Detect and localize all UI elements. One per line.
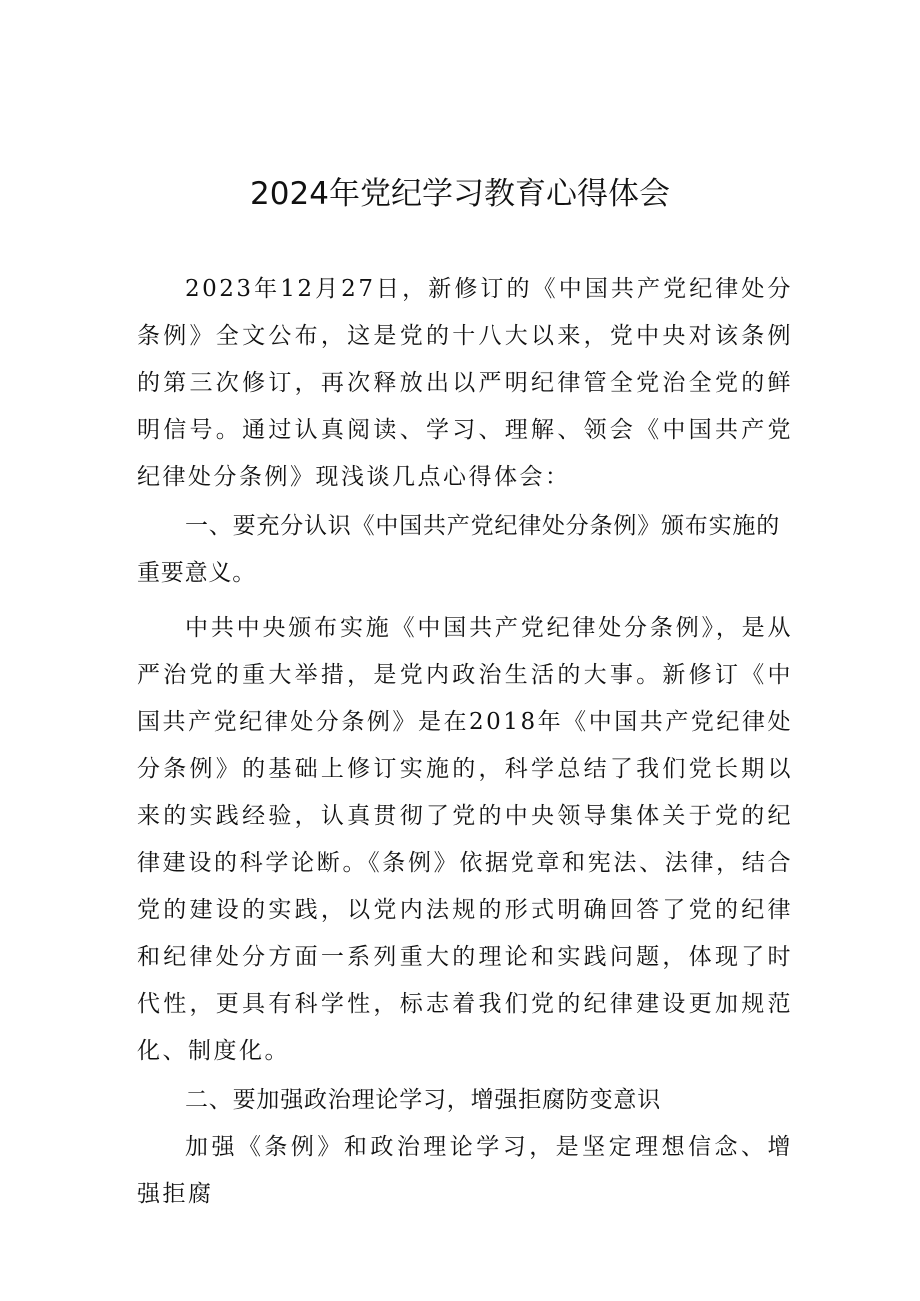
section-1-paragraph: 中共中央颁布实施《中国共产党纪律处分条例》，是从严治党的重大举措，是党内政治生活的大事。新修订《中国共产党纪律处分条例》是在2018年《中国共产党纪律处分条例》的基础上修订实施的，科学总结了我们党长期以来的实践经验，认真贯彻了党的中央领导集体关于党的纪律建设的科学论断。《条例》依据党章和宪法、法律，结合党的建设的实践，以党内法规的形式明确回答了党的纪律和纪律处分方面一系列重大的理论和实践问题，体现了时代性，更具有科学性，标志着我们党的纪律建设更加规范化、制度化。 xyxy=(137,615,793,1064)
intro-paragraph: 2023年12月27日，新修订的《中国共产党纪律处分条例》全文公布，这是党的十八大以来，党中央对该条例的第三次修订，再次释放出以严明纪律管全党治全党的鲜明信号。通过认真阅读、学习、理解、领会《中国共产党纪律处分条例》现浅谈几点心得体会： xyxy=(137,276,793,490)
section-heading-1: 一、要充分认识《中国共产党纪律处分条例》颁布实施的重要意义。 xyxy=(137,513,780,586)
document-body xyxy=(137,266,793,1218)
section-2-paragraph: 加强《条例》和政治理论学习，是坚定理想信念、增强拒腐 xyxy=(137,1134,793,1207)
document-title: 2024年党纪学习教育心得体会 xyxy=(250,176,670,212)
section-heading-2: 二、要加强政治理论学习，增强拒腐防变意识 xyxy=(185,1087,661,1113)
